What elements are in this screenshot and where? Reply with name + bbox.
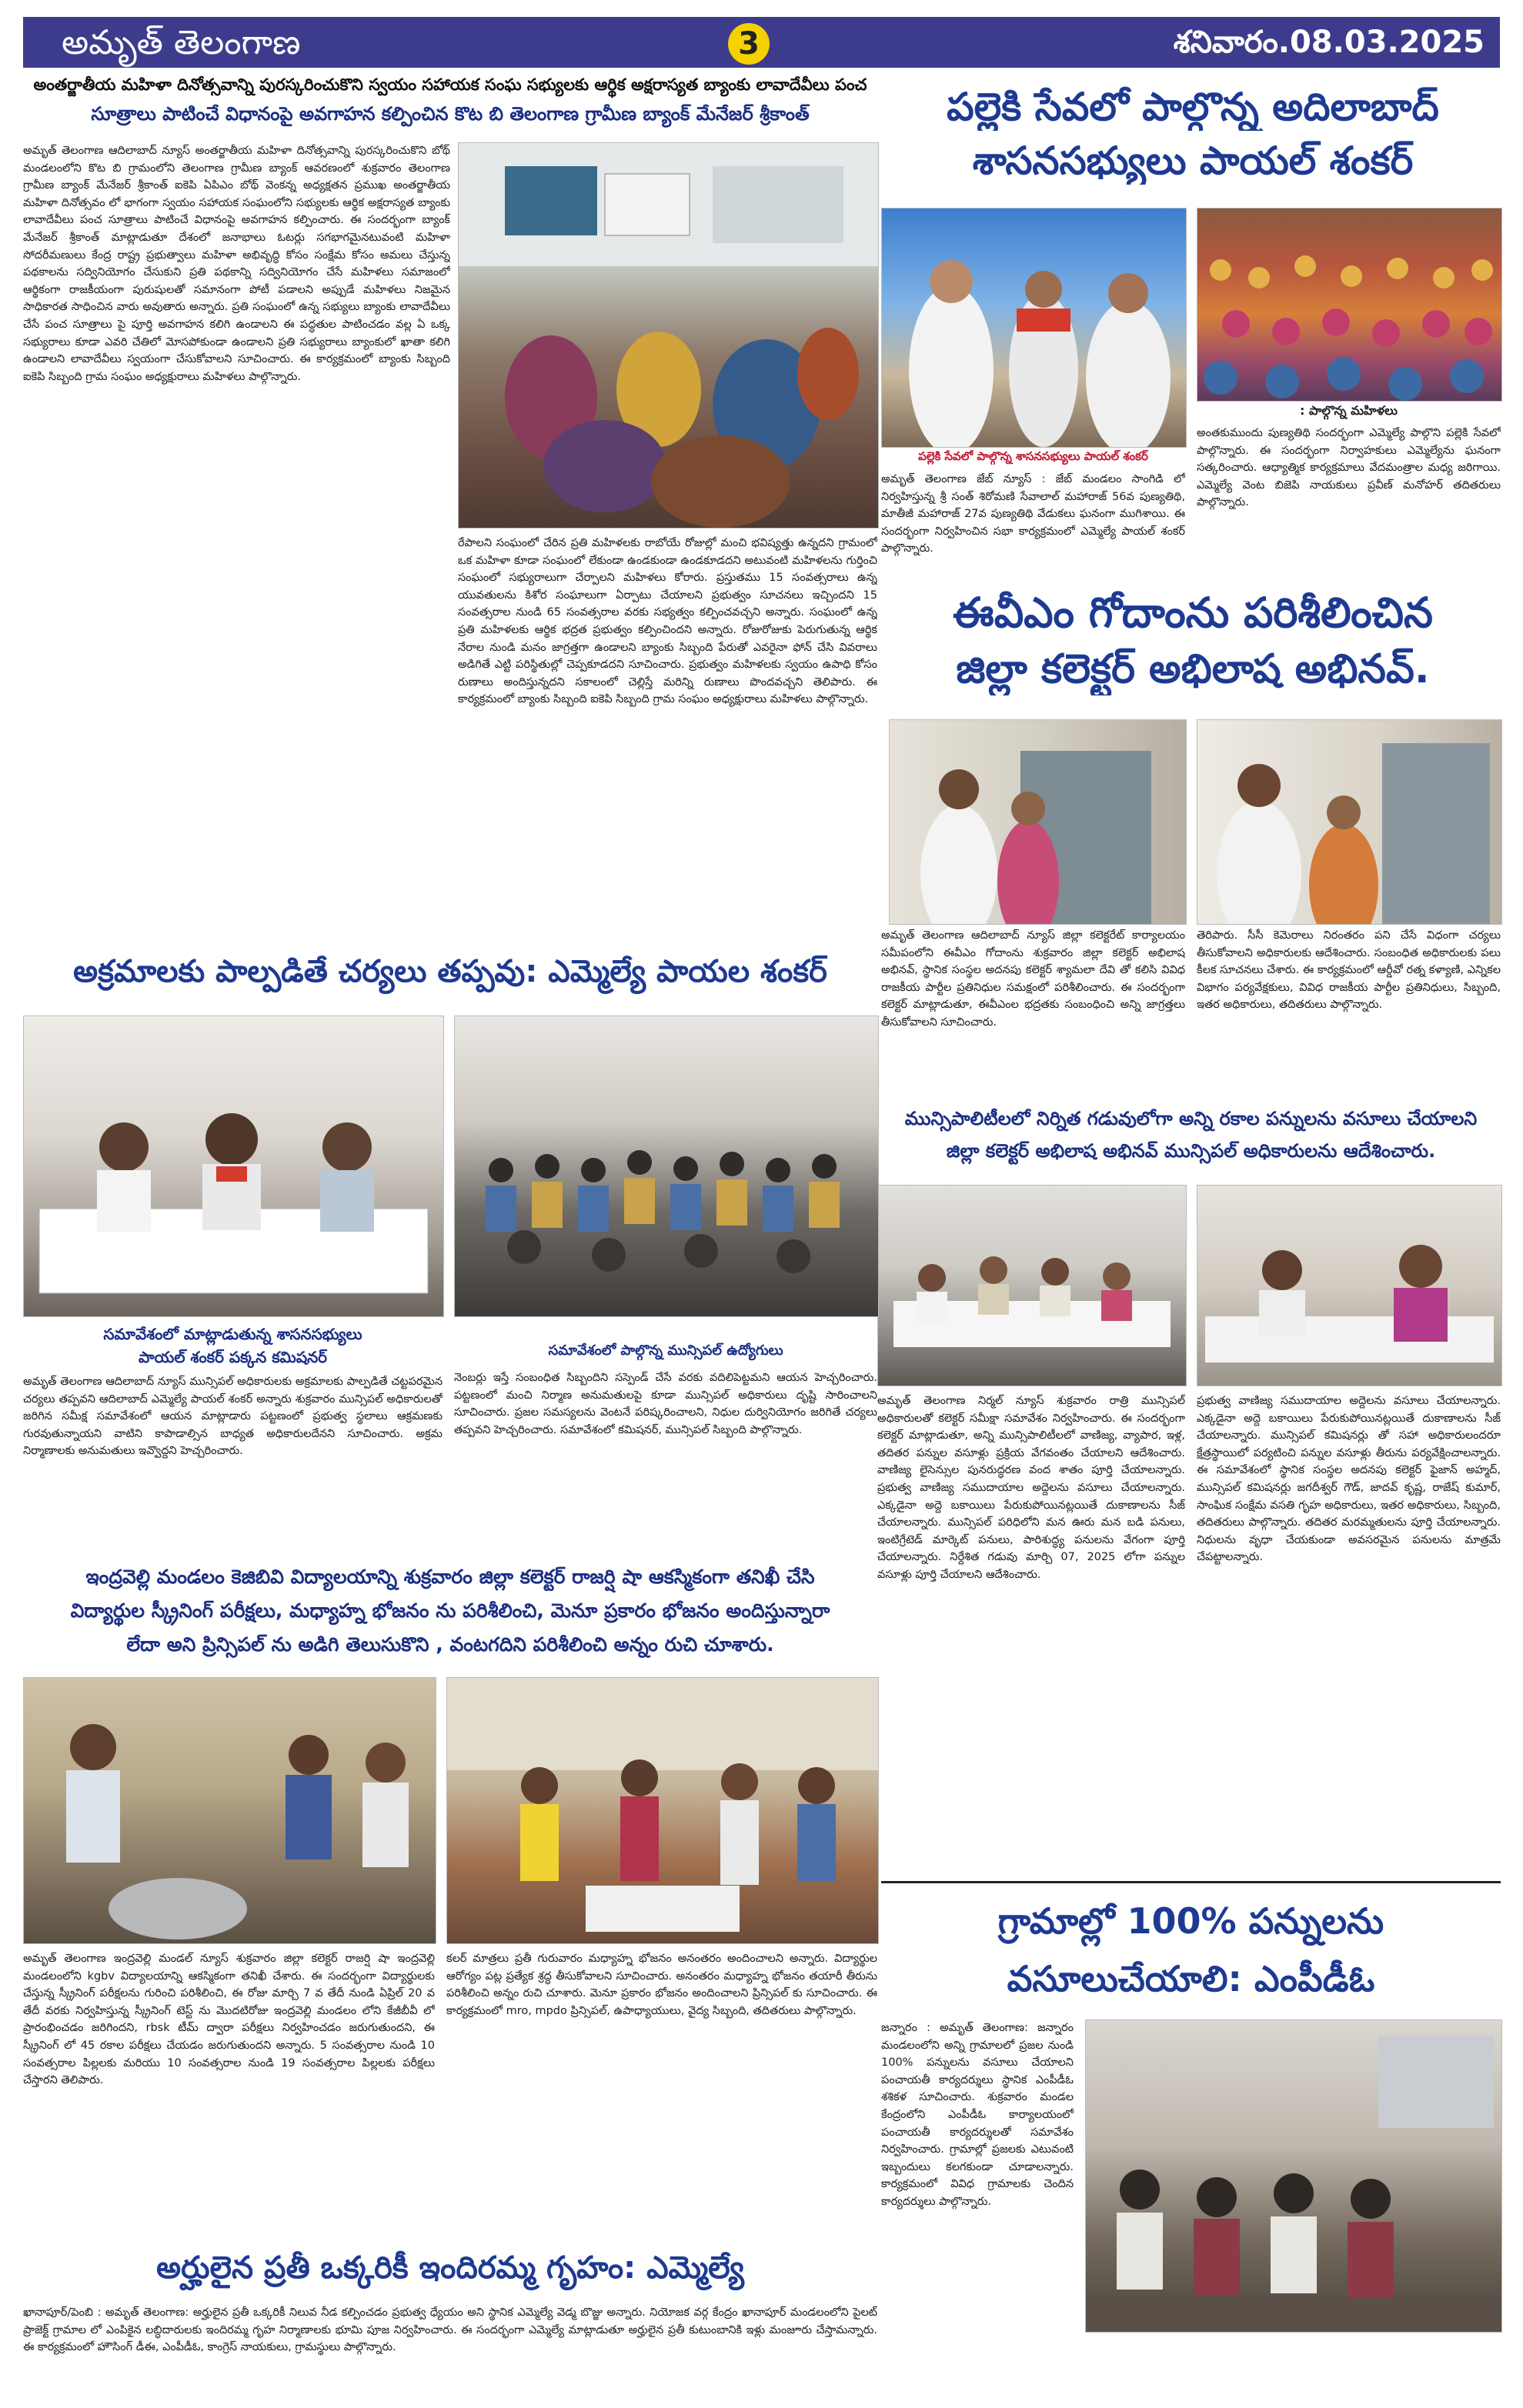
photo-collector-screening (446, 1677, 879, 1944)
photo-municipal-review-2 (1197, 1185, 1502, 1386)
headline-women-bank-line2: సూత్రాలు పాటించే విధానంపై అవగాహన కల్పించిన కొట బి తెలంగాణ గ్రామీణ బ్యాంక్ మేనేజర్ శ్రీకాంత్ (91, 103, 810, 125)
photo-collector-kitchen-illustration (24, 1678, 436, 1943)
photo-evm-godown-1-illustration (890, 720, 1186, 924)
tax-mpdo-body: జన్నారం : అమృత్ తెలంగాణ: జన్నారం మండలంలోని అన్ని గ్రామాలలో ప్రజల నుండి 100% పన్నులను వసూలు చేయాలని పంచాయతీ కార్యదర్శులు స్థానిక ఎంపీడీఓ శశికళ సూచించారు. శుక్రవారం మండల కేంద్రంలోని ఎంపీడీఓ కార్యాలయంలో పంచాయతీ కార్యదర్శులతో సమావేశం నిర్వహించారు. గ్రామాల్లో ప్రజలకు ఎటువంటి ఇబ్బందులు కలగకుండా చూడాలన్నారు. కార్యక్రమంలో వివిధ గ్రామాలకు చెందిన కార్యదర్శులు పాల్గొన్నారు. (881, 2022, 1074, 2208)
headline-municipal-tax-line1: మున్సిపాలిటీలలో నిర్నిత గడువులోగా అన్ని రకాల పన్నులను వసూలు చేయాలని (904, 1108, 1478, 1129)
headline-tax-mpdo-line2: వసూలుచేయాలి: ఎంపీడీఓ (1007, 1958, 1375, 1999)
newspaper-title: అమృత్ తెలంగాణ (62, 23, 301, 62)
headline-municipal-tax-line2: జిల్లా కలెక్టర్ అభిలాష అభినవ్ మున్సిపల్ అధికారులను ఆదేశించారు. (946, 1140, 1436, 1162)
photo-women-gathering-illustration (1197, 208, 1501, 401)
photo-municipal-staff-illustration (455, 1016, 878, 1316)
caption-mla-meeting-line1: సమావేశంలో మాట్లాడుతున్న శాసనసభ్యులు (103, 1325, 362, 1343)
women-bank-body-col2: రేపాలని సంఘంలో చేరిన ప్రతి మహిళలకు రాబోయే రోజుల్లో మంచి భవిష్యత్తు ఉన్నదని గ్రామంలో ఒక మహిళా కూడా సంఘంలో లేకుండా ఉండకుండా ఉండకూడదని అటువంటి మహిళలను గుర్తించి సంఘంలో సభ్యురాలుగా చేర్పాలని మహిళలు కోరారు. ప్రస్తుతము 15 సంవత్సరాలు ఉన్న యువతులను కిశోర సంఘాలుగా ఏర్పాటు చేయాలని ప్రభుత్వం సూచనలు ఇచ్చిందని 15 సంవత్సరాల నుండి 65 సంవత్సరాల వరకు సభ్యత్వం కల్పించవచ్చని అన్నారు. సంఘంలో ఉన్న ప్రతి మహిళలకు ఆర్థిక భద్రత ప్రభుత్వం కల్పించిందని అన్నారు. రోజురోజుకు పెరుగుతున్న ఆర్థిక నేరాల నుండి మనం జాగ్రత్తగా ఉండాలని బ్యాంకు సిబ్బంది పేరుతో ఎవరైనా ఫోన్ చేసి వివరాలు అడిగితే ఎట్టి పరిస్థితుల్లో చెప్పకూడదని సూచించారు. ప్రభుత్వం మహిళలకు స్వయం ఉపాధి కోసం రుణాలు అందిస్తున్నదని సకాలంలో చెల్లిస్తే మరిన్ని రుణాలు పొందవచ్చని తెలిపారు. ఈ కార్యక్రమంలో బ్యాంకు సిబ్బంది ఐకెపి సిబ్బంది గ్రామ సంఘం అధ్యక్షురాలు మహిళలు పాల్గొన్నారు. (458, 537, 877, 706)
headline-evm-line1: ఈవీఎం గోదాంను పరిశీలించిన (953, 589, 1433, 637)
headline-payal-village-line1: పల్లెకి సేవలో పాల్గొన్న అదిలాబాద్ (947, 85, 1439, 129)
divider-rule (881, 1881, 1501, 1883)
evm-body-col1: అమృత్ తెలంగాణ ఆదిలాబాద్ న్యూస్ జిల్లా కలెక్టరేట్ కార్యాలయం సమీపంలోని ఈవీఎం గోదాంను శుక్రవారం జిల్లా కలెక్టర్ అభిలాష అభినవ్, స్థానిక సంస్థల అదనపు కలెక్టర్ శ్యామలా దేవి తో కలిసి వివిధ రాజకీయ పార్టీల ప్రతినిధుల సమక్షంలో పరిశీలించారు. ఈ సందర్భంగా కలెక్టర్ మాట్లాడుతూ, ఈవీఎంల భద్రతకు సంబంధించి అన్ని జాగ్రత్తలు తీసుకోవాలని సూచించారు. (881, 929, 1185, 1029)
women-bank-body-col1: అమృత్ తెలంగాణ ఆదిలాబాద్ న్యూస్ అంతర్జాతీయ మహిళా దినోత్సవాన్ని పురస్కరించుకొని బోథ్ మండలంలోని కొట బి గ్రామంలోని తెలంగాణ గ్రామీణ బ్యాంక్ ఆవరణంలో శుక్రవారం తెలంగాణ గ్రామీణ బ్యాంక్ మేనేజర్ శ్రీకాంత్ ఐకెపి ఏపిఎం బోథ్ వెంకన్న అధ్యక్షతన ప్రముఖ అంతర్జాతీయ మహిళా దినోత్సవం లో భాగంగా స్వయం సహాయక సంఘంలోని సభ్యులకు ఆర్థిక అక్షరాస్యత బ్యాంకు లావాదేవీలు పంచ సూత్రాలు పాటించే విధానంపై అవగాహన కల్పించారు. ఈ సందర్భంగా బ్యాంక్ మేనేజర్ శ్రీకాంత్ మాట్లాడుతూ దేశంలో జనాభాలు ఓటర్లు సగభాగమైనటువంటి మహిళా సోదరీమణులు కేంద్ర రాష్ట్ర ప్రభుత్వాలు మహిళా అభివృద్ధి కోసం సంక్షేమ కోసం అమలు చేస్తున్న పథకాలను సద్వినియోగం చేసుకుని ప్రతి పథకాన్ని సద్వినియోగం చేసే మహిళలు సమాజంలో ఆర్థికంగా రాజకీయంగా పురుషులతో సమానంగా పోటీ పడాలని అప్పుడే మహిళలు నిజమైన సాధికారత సాధించిన వారు అవుతారు అన్నారు. ప్రతి సంఘంలో ఉన్న సభ్యులు బ్యాంకు లావాదేవీలు చేసే పంచ సూత్రాలు పై పూర్తి అవగాహన కలిగి ఉండాలని ఈ పద్ధతుల పాటించడం వల్ల ఏ ఒక్క సభ్యురాలు కూడా ఎవరి చేతిలో మోసపోకుండా ఉండాలని ప్రతి సభ్యురాలు బ్యాంకులో ఖాతా కలిగి ఉండాలని లావాదేవీలు స్వయంగా చేసుకోవాలని సూచించారు. ఈ కార్యక్రమంలో బ్యాంకు సిబ్బంది ఐకెపి సిబ్బంది గ్రామ సంఘం అధ్యక్షురాలు మహిళలు పాల్గొన్నారు. (23, 145, 450, 383)
irregularity-body-col1: అమృత్ తెలంగాణ ఆదిలాబాద్ న్యూస్ మున్సిపల్ అధికారులకు అక్రమాలకు పాల్పడితే చట్టపరమైన చర్యలు తప్పవని ఆదిలాబాద్ ఎమ్మెల్యే పాయల్ శంకర్ అన్నారు శుక్రవారం మున్సిపల్ అధికారులతో జరిగిన సమీక్ష సమావేశంలో ఆయన మాట్లాడారు పట్టణంలో ప్రభుత్వ స్థలాలు ఆక్రమణకు గురవుతున్నాయని వాటిని కాపాడాల్సిన బాధ్యత అధికారులదేనని సూచించారు. అక్రమ నిర్మాణాలకు అనుమతులు ఇవ్వొద్దని హెచ్చరించారు. (23, 1376, 443, 1458)
photo-municipal-review-1-illustration (878, 1186, 1186, 1386)
municipal-tax-body-col2: ప్రభుత్వ వాణిజ్య సముదాయాల అద్దెలను వసూలు చేయాలన్నారు. ఎక్కడైనా అద్దె బకాయిలు పేరుకుపోయినట్లయితే దుకాణాలను సీజ్ చేయాలన్నారు. మున్సిపల్ కమిషనర్లు తో సహా అధికారులందరూ క్షేత్రస్థాయిలో పర్యటించి పన్నుల వసూళ్లు తీరును పర్యవేక్షించాలన్నారు. ఈ సమావేశంలో స్థానిక సంస్థల అదనపు కలెక్టర్ ఫైజాన్ అహ్మద్, మున్సిపల్ కమిషనర్లు జగదీశ్వర్ గౌడ్, జాదవ్ కృష్ణ, రాజేష్ కుమార్, సాంఘిక సంక్షేమ వసతి గృహ అధికారులు, ఇతర అధికారులు, సిబ్బంది, తదితరులు పాల్గొన్నారు. తదితర మరమ్మతులను పూర్తి చేయాలన్నారు. నిధులను వృధా చేయకుండా అవసరమైన పనులను మాత్రమే చేపట్టాలన్నారు. (1197, 1395, 1501, 1564)
kgbv-body-col1: అమృత్ తెలంగాణ ఇంద్రవెల్లి మండల్ న్యూస్ శుక్రవారం జిల్లా కలెక్టర్ రాజర్షి షా ఇంద్రవెల్లి మండలంలోని kgbv విద్యాలయాన్ని ఆకస్మికంగా తనిఖీ చేశారు. ఈ సందర్భంగా విద్యార్థులకు చేస్తున్న స్క్రీనింగ్ పరీక్షలను గురించి పరిశీలించి, ఈ రోజు మార్చి 7 వ తేదీ నుండి ఏప్రిల్ 20 వ తేదీ వరకు నిర్వహిస్తున్న స్క్రీనింగ్ టెస్ట్ ను మొదటిరోజు ఇంద్రవెల్లి మండలం లోని కేజీబీవీ లో ప్రారంభించడం జరిగిందని, rbsk టీమ్ ద్వారా పరీక్షలు నిర్వహించడం జరుగుతుందని, ఈ స్క్రీనింగ్ లో 45 రకాల పరీక్షలు చేయడం జరుగుతుందని అన్నారు. 5 సంవత్సరాల నుండి 10 సంవత్సరాల పిల్లలకు మరియు 10 సంవత్సరాల నుండి 19 సంవత్సరాల పిల్లలకు పరీక్షలు చేస్తారని తెలిపారు. (23, 1953, 435, 2087)
photo-municipal-review-2-illustration (1197, 1186, 1501, 1386)
photo-women-gathering (1197, 208, 1502, 402)
photo-municipal-review-1 (877, 1185, 1187, 1386)
headline-kgbv-line1: ఇంద్రవెల్లి మండలం కెజిబివి విద్యాలయాన్ని శుక్రవారం జిల్లా కలెక్టర్ రాజర్షి షా ఆకస్మికంగా తనిఖీ చేసి (85, 1566, 815, 1588)
issue-date: శనివారం.08.03.2025 (1173, 25, 1485, 60)
photo-women-meeting-illustration (459, 143, 878, 528)
payal-village-body-col2: అంతకుముందు పుణ్యతిథి సందర్భంగా ఎమ్మెల్యే పాల్గొని పల్లెకి సేవలో పాల్గొన్నారు. ఈ సందర్భంగా నిర్వాహకులు ఎమ్మెల్యేను ఘనంగా సత్కరించారు. ఆధ్యాత్మిక కార్యక్రమాలు వేదమంత్రాల మధ్య జరిగాయి. ఎమ్మెల్యే వెంట బిజెపి నాయకులు ప్రవీణ్ మనోహర్ తదితరులు పాల్గొన్నారు. (1197, 427, 1501, 509)
payal-village-body-col1: అమృత్ తెలంగాణ జేబ్ న్యూస్ : జేబ్ మండలం సాంగిడి లో నిర్వహిస్తున్న శ్రీ సంత్ శిరోమణి సేవాలాల్ మహారాజ్ 56వ పుణ్యతిథి, మాతీజీ మహారాజ్ 27వ పుణ్యతిథి వేడుకలు ఘనంగా ముగిశాయి. ఈ సందర్భంగా నిర్వహించిన సభా కార్యక్రమంలో ఎమ్మెల్యే పాయల్ శంకర్ పాల్గొన్నారు. (881, 473, 1185, 555)
photo-municipal-staff (454, 1016, 879, 1317)
photo-mla-meeting-illustration (24, 1016, 443, 1316)
headline-evm-line2: జిల్లా కలెక్టర్ అభిలాష అభినవ్. (956, 646, 1430, 692)
photo-evm-godown-1 (889, 719, 1187, 925)
headline-irregularity: అక్రమాలకు పాల్పడితే చర్యలు తప్పవు: ఎమ్మెల్యే పాయల శంకర్ (73, 954, 827, 989)
photo-collector-screening-illustration (447, 1678, 878, 1943)
evm-body-col2: తెరిపారు. సీసీ కెమెరాలు నిరంతరం పని చేసే విధంగా చర్యలు తీసుకోవాలని అధికారులకు ఆదేశించారు. సంబంధిత అధికారులకు పలు కీలక సూచనలు చేశారు. ఈ కార్యక్రమంలో ఆర్డీవో రత్న కళ్యాణి, ఎన్నికల విభాగం పర్యవేక్షకులు, వివిధ రాజకీయ పార్టీల ప్రతినిధులు, సిబ్బంది, ఇతర అధికారులు, తదితరులు పాల్గొన్నారు. (1197, 929, 1501, 1012)
headline-payal-village-line2: శాసనసభ్యులు పాయల్ శంకర్ (972, 138, 1414, 183)
kgbv-body-col2: కలర్ మాత్రలు ప్రతీ గురువారం మధ్యాహ్న భోజనం అనంతరం అందించాలని అన్నారు. విద్యార్థుల ఆరోగ్యం పట్ల ప్రత్యేక శ్రద్ధ తీసుకోవాలని సూచించారు. అనంతరం మధ్యాహ్న భోజనం తయారీ తీరును పరిశీలించి అన్నం రుచి చూశారు. మెనూ ప్రకారం భోజనం అందించాలని ప్రిన్సిపల్ కు సూచించారు. ఈ కార్యక్రమంలో mro, mpdo ప్రిన్సిపల్, ఉపాధ్యాయులు, వైద్య సిబ్బంది, తదితరులు పాల్గొన్నారు. (446, 1953, 877, 2017)
caption-mla-village: పల్లెకి సేవలో పాల్గొన్న శాసనసభ్యులు పాయల్ శంకర్ (918, 449, 1148, 463)
indiramma-body: ఖానాపూర్/పెంబి : అమృత్ తెలంగాణ: అర్హులైన ప్రతీ ఒక్కరికీ నిలువ నీడ కల్పించడం ప్రభుత్వ ధ్యేయం అని స్థానిక ఎమ్మెల్యే వెడ్మ బొజ్జు అన్నారు. నియోజక వర్గ కేంద్రం ఖానాపూర్ మండలంలోని పైలట్ ప్రాజెక్ట్ గ్రామాల లో ఎంపికైన లబ్ధిదారులకు ఇందిరమ్మ గృహ నిర్మాణాలకు భూమి పూజ నిర్వహించారు. ఈ సందర్భంగా ఎమ్మెల్యే మాట్లాడుతూ అర్హులైన ప్రతీ కుటుంబానికి ఇళ్లు మంజూరు చేస్తామన్నారు. ఈ కార్యక్రమంలో హౌసింగ్ డీఈ, ఎంపీడీఓ, కాంగ్రెస్ నాయకులు, గ్రామస్థులు పాల్గొన్నారు. (23, 2306, 877, 2354)
photo-mpdo-meeting (1085, 2019, 1502, 2333)
caption-mla-meeting-line2: పాయల్ శంకర్ పక్కన కమిషనర్ (139, 1348, 327, 1366)
municipal-tax-body-col1: అమృత్ తెలంగాణ నిర్మల్ న్యూస్ శుక్రవారం రాత్రి మున్సిపల్ అధికారులతో కలెక్టర్ సమీక్షా సమావేశం నిర్వహించారు. ఈ సందర్భంగా కలెక్టర్ మాట్లాడుతూ, అన్ని మున్సిపాలిటీలలో వాణిజ్య, వ్యాపార, ఇళ్ల, తదితర పన్నుల వసూళ్లు ప్రక్రియ వేగవంతం చేయాలని ఆదేశించారు. వాణిజ్య లైసెన్సుల పునరుద్ధరణ వంద శాతం పూర్తి చేయాలన్నారు. ప్రభుత్వ వాణిజ్య సముదాయాల అద్దెలను వసూలు చేయాలన్నారు. ఎక్కడైనా అద్దె బకాయిలు పేరుకుపోయినట్లయితే దుకాణాలను సీజ్ చేయాలన్నారు. మున్సిపల్ పరిధిలోని మన ఊరు మన బడి పనులు, ఇంటిగ్రేటెడ్ మార్కెట్ పనులు, పారిశుద్ధ్య పనులను వేగంగా పూర్తి చేయాలన్నారు. నిర్దేశిత గడువు మార్చి 07, 2025 లోగా పన్నుల వసూళ్లు పూర్తి చేయాలని ఆదేశించారు. (877, 1395, 1185, 1581)
irregularity-body-col2: నెంబర్లు ఇస్తే సంబంధిత సిబ్బందిని సస్పెండ్ చేసే వరకు వదిలిపెట్టమని ఆయన హెచ్చరించారు. పట్టణంలో మంచి నిర్మాణ అనుమతులపై కూడా మున్సిపల్ అధికారులు దృష్టి సారించాలని సూచించారు. ప్రజల సమస్యలను వెంటనే పరిష్కరించాలని, నిధుల దుర్వినియోగం జరిగితే చర్యలు తప్పవని హెచ్చరించారు. సమావేశంలో కమిషనర్, మున్సిపల్ సిబ్బంది పాల్గొన్నారు. (454, 1372, 877, 1436)
photo-women-meeting (458, 142, 879, 529)
headline-tax-mpdo-line1: గ్రామాల్లో 100% పన్నులను (997, 1900, 1384, 1942)
photo-evm-godown-2 (1197, 719, 1502, 925)
page-number-badge: 3 (728, 23, 770, 65)
caption-women-gathering: : పాల్గొన్న మహిళలు (1300, 403, 1398, 418)
headline-women-bank-line1: అంతర్జాతీయ మహిళా దినోత్సవాన్ని పురస్కరించుకొని స్వయం సహాయక సంఘ సభ్యులకు ఆర్థిక అక్షరాస్యత బ్యాంకు లావాదేవీలు పంచ (33, 75, 867, 94)
headline-indiramma: అర్హులైన ప్రతీ ఒక్కరికీ ఇందిరమ్మ గృహం: ఎమ్మెల్యే (156, 2250, 744, 2286)
headline-kgbv-line2: విద్యార్థుల స్క్రీనింగ్ పరీక్షలు, మధ్యాహ్న భోజనం ను పరిశీలించి, మెనూ ప్రకారం భోజనం అందిస్తున్నారా (70, 1599, 830, 1622)
photo-collector-kitchen (23, 1677, 436, 1944)
photo-mla-village (881, 208, 1187, 448)
photo-mla-village-illustration (882, 208, 1186, 447)
photo-mpdo-meeting-illustration (1086, 2020, 1501, 2332)
photo-mla-meeting (23, 1016, 444, 1317)
caption-municipal-staff: సమావేశంలో పాల్గొన్న మున్సిపల్ ఉద్యోగులు (548, 1342, 783, 1359)
headline-kgbv-line3: లేదా అని ప్రిన్సిపల్ ను అడిగి తెలుసుకొని , వంటగదిని పరిశీలించి అన్నం రుచి చూశారు. (126, 1633, 774, 1656)
photo-evm-godown-2-illustration (1197, 720, 1501, 924)
